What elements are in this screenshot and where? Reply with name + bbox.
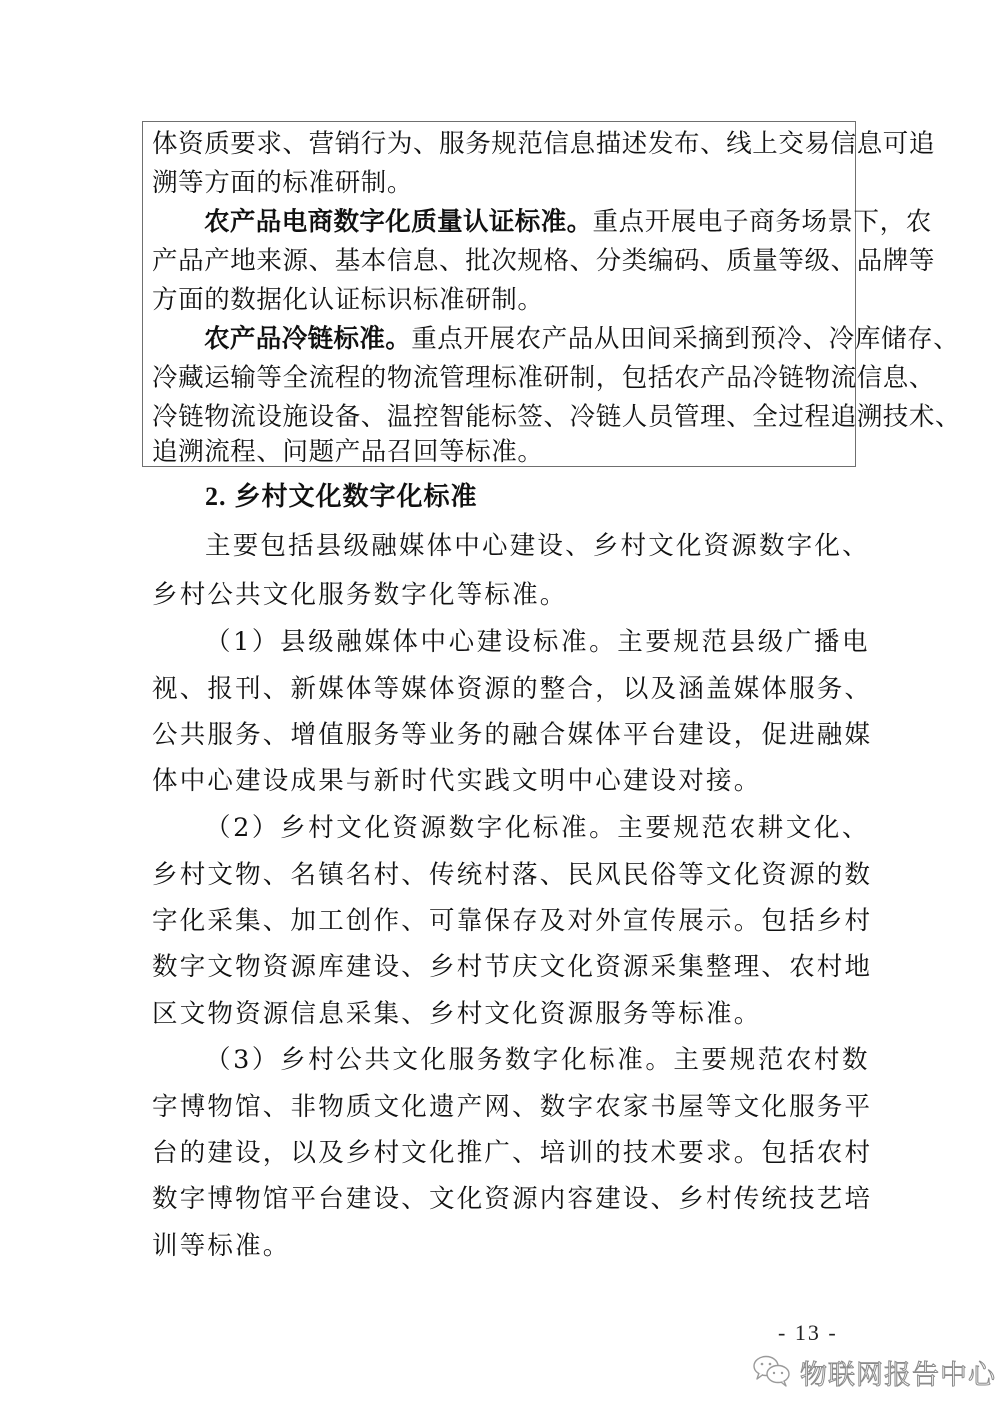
item1-line2: 视、报刊、新媒体等媒体资源的整合，以及涵盖媒体服务、: [152, 674, 873, 704]
item2-line2: 乡村文物、名镇名村、传统村落、民风民俗等文化资源的数: [152, 860, 873, 890]
section-title: 乡村文化数字化标准: [234, 482, 478, 512]
item3-line3: 台的建设，以及乡村文化推广、培训的技术要求。包括农村: [152, 1138, 873, 1168]
watermark: [752, 1353, 996, 1392]
page-number: - 13 -: [778, 1320, 838, 1345]
box-para1-line1: 体资质要求、营销行为、服务规范信息描述发布、线上交易信息可追: [152, 129, 936, 159]
item2-line3: 字化采集、加工创作、可靠保存及对外宣传展示。包括乡村: [152, 906, 873, 936]
box-para3-line4: 追溯流程、问题产品召回等标准。: [152, 437, 544, 467]
box-para3-line3: 冷链物流设施设备、温控智能标签、冷链人员管理、全过程追溯技术、: [152, 402, 962, 432]
item3-line5: 训等标准。: [152, 1231, 291, 1261]
item1-line4: 体中心建设成果与新时代实践文明中心建设对接。: [152, 766, 762, 796]
watermark-text: 物联网报告中心: [800, 1360, 996, 1391]
box-para2-first-rest: 重点开展电子商务场景下，农: [592, 207, 932, 237]
box-para2-bold-lead: 农产品电商数字化质量认证标准。: [204, 207, 593, 237]
intro-line1: 主要包括县级融媒体中心建设、乡村文化资源数字化、: [205, 531, 870, 561]
section-heading: [205, 482, 478, 512]
item1-line1: （1）县级融媒体中心建设标准。主要规范县级广播电: [205, 627, 871, 657]
item2-line4: 数字文物资源库建设、乡村节庆文化资源采集整理、农村地: [152, 952, 873, 982]
box-para1-line2: 溯等方面的标准研制。: [152, 168, 414, 198]
item2-line5: 区文物资源信息采集、乡村文化资源服务等标准。: [152, 999, 762, 1029]
box-para2-line1: [152, 207, 932, 237]
box-para3-first-rest: 重点开展农产品从田间采摘到预冷、冷库储存、: [411, 324, 960, 354]
item3-line1: （3）乡村公共文化服务数字化标准。主要规范农村数: [205, 1045, 871, 1075]
wechat-icon: [752, 1354, 792, 1392]
section-number: 2.: [205, 482, 227, 511]
box-para3-line2: 冷藏运输等全流程的物流管理标准研制，包括农产品冷链物流信息、: [152, 363, 936, 393]
intro-line2: 乡村公共文化服务数字化等标准。: [152, 580, 568, 610]
box-para3-bold-lead: 农产品冷链标准。: [204, 324, 412, 354]
box-para2-line3: 方面的数据化认证标识标准研制。: [152, 285, 544, 315]
item3-line4: 数字博物馆平台建设、文化资源内容建设、乡村传统技艺培: [152, 1184, 873, 1214]
item3-line2: 字博物馆、非物质文化遗产网、数字农家书屋等文化服务平: [152, 1092, 873, 1122]
box-para2-line2: 产品产地来源、基本信息、批次规格、分类编码、质量等级、品牌等: [152, 246, 936, 276]
box-para3-line1: [152, 324, 960, 354]
item1-line3: 公共服务、增值服务等业务的融合媒体平台建设，促进融媒: [152, 720, 873, 750]
item2-line1: （2）乡村文化资源数字化标准。主要规范农耕文化、: [205, 813, 871, 843]
